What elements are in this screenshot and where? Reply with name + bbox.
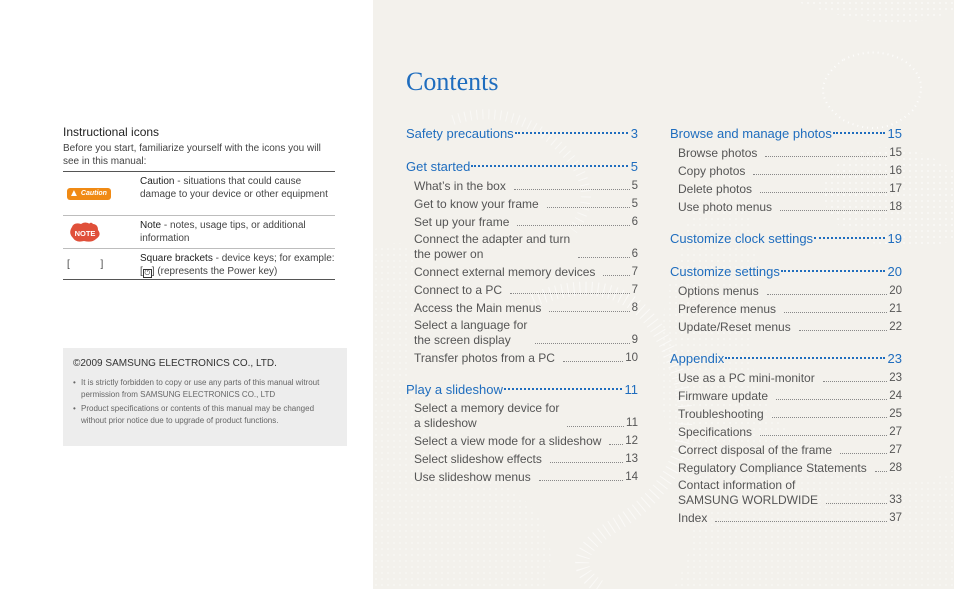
toc-entry-label: Update/Reset menus <box>678 320 791 334</box>
dot-leader <box>814 237 884 239</box>
toc-entry-page: 10 <box>625 352 638 364</box>
toc-entry-page: 15 <box>889 147 902 159</box>
toc-section-get-started <box>406 157 638 366</box>
dot-leader <box>833 132 885 134</box>
toc-entry-page: 17 <box>889 183 902 195</box>
dot-leader <box>826 503 887 504</box>
dot-leader <box>471 165 627 167</box>
toc-entry-link[interactable] <box>670 386 902 404</box>
toc-section-heading-link[interactable] <box>670 262 902 281</box>
toc-entry-link[interactable] <box>406 212 638 230</box>
dot-leader <box>875 471 887 472</box>
toc-entry-page: 11 <box>626 417 638 429</box>
dot-leader <box>715 521 887 522</box>
dot-leader <box>781 270 885 272</box>
contents-title: Contents <box>406 67 499 96</box>
toc-entry-label: Select slideshow effects <box>414 452 542 466</box>
square-brackets-icon <box>63 249 140 279</box>
note-badge-graphic <box>68 221 102 243</box>
toc-entry-label: Specifications <box>678 425 753 439</box>
square-brackets-symbol: [ ] <box>67 258 118 270</box>
toc-entry-page: 20 <box>889 285 902 297</box>
note-description: Note - notes, usage tips, or additional information <box>140 220 306 244</box>
toc-entry-page: 28 <box>889 462 902 474</box>
dot-leader <box>840 453 887 454</box>
toc-entry-link[interactable] <box>406 399 638 431</box>
toc-entry-link[interactable] <box>406 280 638 298</box>
toc-entry-link[interactable] <box>670 143 902 161</box>
dot-leader <box>510 293 630 294</box>
toc-entry-link[interactable] <box>670 422 902 440</box>
toc-entry-label: Preference menus <box>678 302 777 316</box>
dot-leader <box>725 357 884 359</box>
toc-section-safety-precautions <box>406 124 638 143</box>
icon-row-square-brackets <box>63 249 335 280</box>
dot-leader <box>609 444 623 445</box>
copyright-notice-item: • Product specifications or contents of this manual may be changed without prior notice due to upgrade of product functions. <box>73 403 337 427</box>
toc-entry-link[interactable] <box>670 281 902 299</box>
dot-leader <box>753 174 887 175</box>
toc-entry-link[interactable] <box>670 476 902 508</box>
toc-entry-page: 5 <box>631 198 638 210</box>
contents-column-1 <box>406 124 638 499</box>
toc-entry-label: Use photo menus <box>678 200 773 214</box>
toc-section-browse-and-manage-photos <box>670 124 902 215</box>
toc-entry-page: 33 <box>889 494 902 506</box>
toc-entry-label: Regulatory Compliance Statements <box>678 461 867 475</box>
toc-entry-label: Connect external memory devices <box>414 265 596 279</box>
toc-section-page: 11 <box>624 382 638 397</box>
power-key-icon: ⏻ <box>144 270 151 277</box>
toc-entry-label: Access the Main menus <box>414 301 542 315</box>
toc-entry-page: 7 <box>631 284 638 296</box>
instructional-icons-heading: Instructional icons <box>63 125 160 139</box>
toc-entry-link[interactable] <box>406 262 638 280</box>
toc-section-title: Appendix <box>670 351 725 366</box>
toc-entry-page: 37 <box>889 512 902 524</box>
toc-entry-page: 25 <box>889 408 902 420</box>
toc-section-heading-link[interactable] <box>406 380 638 399</box>
toc-entry-page: 16 <box>889 165 902 177</box>
toc-entry-page: 8 <box>631 302 638 314</box>
caution-description: Caution - situations that could cause damage to your device or other equipment <box>140 176 328 200</box>
toc-entry-page: 27 <box>889 444 902 456</box>
dot-leader <box>550 462 623 463</box>
dot-leader <box>772 417 888 418</box>
toc-section-heading-link[interactable] <box>670 229 902 248</box>
dot-leader <box>799 330 887 331</box>
toc-section-title: Safety precautions <box>406 126 514 141</box>
toc-entry-label: Select a memory device for a slideshow <box>414 401 560 430</box>
toc-entry-page: 23 <box>889 372 902 384</box>
caution-icon: ▲ Caution <box>63 172 140 215</box>
copyright-notice-item: • It is strictly forbidden to copy or use any parts of this manual witrout permission from SAMSUNG ELECTRONICS CO., LTD <box>73 377 337 401</box>
toc-entry-link[interactable] <box>406 316 638 348</box>
caution-badge-label: Caution <box>80 190 107 197</box>
dot-leader <box>760 192 887 193</box>
dot-leader <box>549 311 629 312</box>
dot-leader <box>823 381 887 382</box>
dot-leader <box>567 426 624 427</box>
toc-entry-page: 14 <box>625 471 638 483</box>
toc-entry-link[interactable] <box>406 194 638 212</box>
toc-section-page: 19 <box>887 231 902 246</box>
copyright-notice-list <box>73 377 337 427</box>
toc-entry-label: Firmware update <box>678 389 769 403</box>
toc-entry-label: Delete photos <box>678 182 753 196</box>
dot-leader <box>780 210 887 211</box>
toc-entry-label: Connect the adapter and turn the power on <box>414 232 571 261</box>
toc-entry-label: Connect to a PC <box>414 283 503 297</box>
contents-column-2 <box>670 124 902 540</box>
toc-entry-page: 9 <box>631 334 638 346</box>
dot-leader <box>504 388 622 390</box>
toc-section-title: Get started <box>406 159 471 174</box>
toc-section-title: Customize clock settings <box>670 231 814 246</box>
toc-entry-link[interactable] <box>670 508 902 526</box>
toc-section-page: 20 <box>887 264 902 279</box>
toc-section-heading-link[interactable] <box>670 349 902 368</box>
dot-leader <box>539 480 623 481</box>
toc-entry-link[interactable] <box>670 197 902 215</box>
toc-section-customize-clock-settings <box>670 229 902 248</box>
toc-section-page: 3 <box>630 126 638 141</box>
toc-entry-link[interactable] <box>406 298 638 316</box>
note-badge-label: NOTE <box>74 229 96 238</box>
toc-section-play-a-slideshow <box>406 380 638 485</box>
dot-leader <box>514 189 630 190</box>
dot-leader <box>563 361 623 362</box>
toc-section-heading-link[interactable] <box>670 124 902 143</box>
toc-entry-page: 21 <box>889 303 902 315</box>
instructional-icons-intro: Before you start, familiarize yourself with the icons you will see in this manual: <box>63 143 321 167</box>
toc-entry-link[interactable] <box>670 161 902 179</box>
toc-entry-label: Correct disposal of the frame <box>678 443 833 457</box>
toc-entry-link[interactable] <box>670 299 902 317</box>
toc-section-appendix <box>670 349 902 526</box>
toc-entry-link[interactable] <box>670 317 902 335</box>
toc-entry-label: Options menus <box>678 284 759 298</box>
toc-entry-link[interactable] <box>406 449 638 467</box>
copyright-title: ©2009 SAMSUNG ELECTRONICS CO., LTD. <box>73 358 277 369</box>
toc-section-title: Browse and manage photos <box>670 126 832 141</box>
dot-leader <box>784 312 887 313</box>
toc-entry-label: Transfer photos from a PC <box>414 351 555 365</box>
toc-entry-link[interactable] <box>670 179 902 197</box>
copyright-box <box>63 348 347 446</box>
toc-section-heading-link[interactable] <box>406 157 638 176</box>
toc-entry-link[interactable] <box>670 404 902 422</box>
dot-leader <box>603 275 629 276</box>
toc-entry-page: 6 <box>631 216 638 228</box>
dot-leader <box>535 343 629 344</box>
toc-entry-page: 22 <box>889 321 902 333</box>
toc-entry-link[interactable] <box>406 467 638 485</box>
icon-row-note <box>63 216 335 249</box>
toc-entry-label: Browse photos <box>678 146 758 160</box>
toc-section-title: Customize settings <box>670 264 780 279</box>
dot-leader <box>578 257 629 258</box>
toc-entry-page: 12 <box>625 435 638 447</box>
toc-entry-page: 13 <box>625 453 638 465</box>
toc-entry-label: Index <box>678 511 708 525</box>
toc-entry-link[interactable] <box>670 458 902 476</box>
dot-leader <box>515 132 628 134</box>
toc-entry-label: Copy photos <box>678 164 746 178</box>
toc-entry-link[interactable] <box>406 431 638 449</box>
toc-section-customize-settings <box>670 262 902 335</box>
dot-leader <box>547 207 630 208</box>
dot-leader <box>776 399 887 400</box>
toc-entry-label: Get to know your frame <box>414 197 539 211</box>
toc-entry-label: Use as a PC mini-monitor <box>678 371 815 385</box>
dot-leader <box>765 156 887 157</box>
note-icon <box>63 216 140 248</box>
toc-entry-label: Use slideshow menus <box>414 470 531 484</box>
toc-entry-link[interactable] <box>670 440 902 458</box>
toc-entry-link[interactable] <box>406 176 638 194</box>
toc-entry-page: 27 <box>889 426 902 438</box>
toc-entry-page: 5 <box>631 180 638 192</box>
toc-entry-label: Set up your frame <box>414 215 510 229</box>
dot-leader <box>517 225 629 226</box>
toc-section-page: 15 <box>887 126 902 141</box>
dot-leader <box>767 294 887 295</box>
toc-section-page: 23 <box>887 351 902 366</box>
toc-section-title: Play a slideshow <box>406 382 503 397</box>
toc-entry-label: Select a language for the screen display <box>414 318 528 347</box>
dot-leader <box>760 435 887 436</box>
square-brackets-description: Square brackets - device keys; for example: [ ⏻ ] (represents the Power key) <box>140 253 335 277</box>
toc-entry-link[interactable] <box>406 348 638 366</box>
toc-entry-link[interactable] <box>406 230 638 262</box>
toc-entry-page: 24 <box>889 390 902 402</box>
toc-section-page: 5 <box>630 159 638 174</box>
icon-legend-table <box>63 171 335 280</box>
left-page <box>0 0 373 589</box>
toc-entry-page: 6 <box>631 248 638 260</box>
icon-row-caution <box>63 172 335 216</box>
toc-entry-page: 7 <box>631 266 638 278</box>
toc-entry-label: Troubleshooting <box>678 407 764 421</box>
toc-entry-link[interactable] <box>670 368 902 386</box>
toc-entry-label: Contact information of SAMSUNG WORLDWIDE <box>678 478 819 507</box>
toc-entry-label: Select a view mode for a slideshow <box>414 434 602 448</box>
toc-entry-label: What’s in the box <box>414 179 506 193</box>
toc-entry-page: 18 <box>889 201 902 213</box>
toc-section-heading-link[interactable] <box>406 124 638 143</box>
